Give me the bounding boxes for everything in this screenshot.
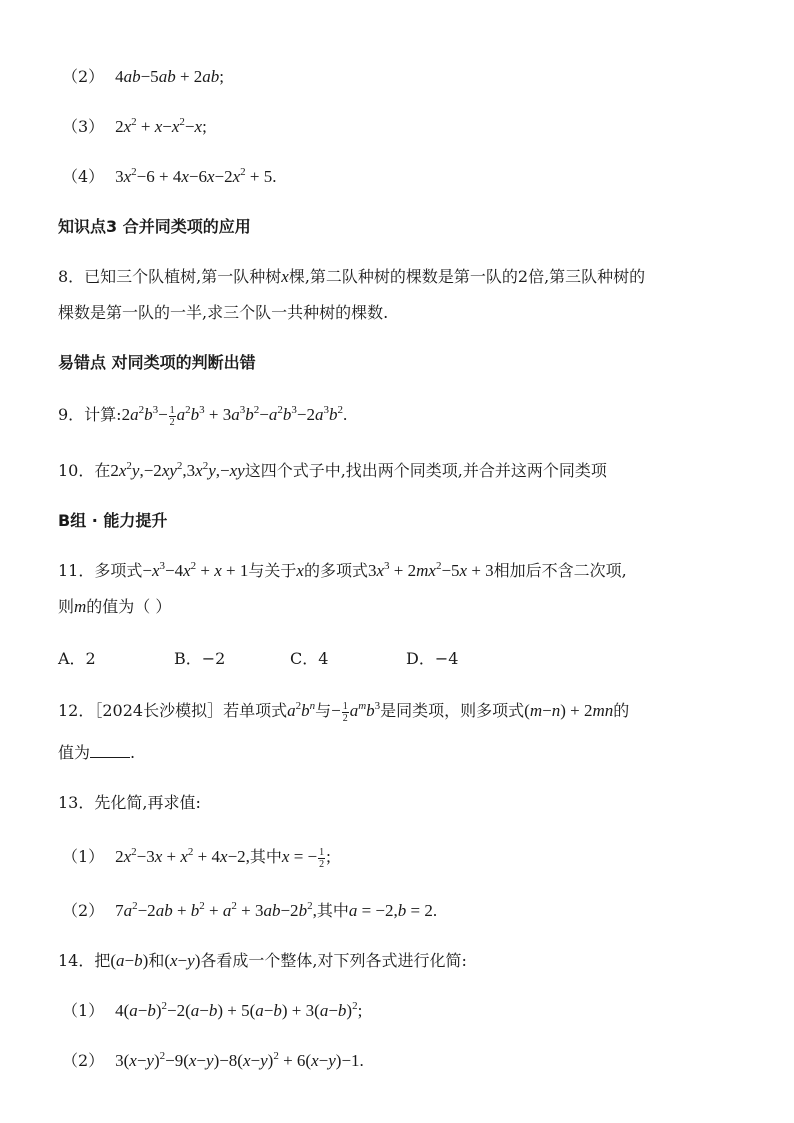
q14-part2-label: （2）	[62, 1051, 105, 1070]
section-heading-error-prone: 易错点 对同类项的判断出错	[58, 353, 256, 372]
q13-intro: 13．先化简,再求值:	[58, 793, 201, 812]
q9: 9．计算$:2a^2b^3-$ $\frac{1}{2}$ $a^2b^3 + 3a^3b^2-a^2b^3-2a^3b^2$.	[58, 404, 348, 428]
q7-part4	[62, 166, 277, 188]
section-heading-group-b: B组 · 能力提升	[58, 511, 168, 530]
q7-part3-expr: $2x^2 + x-x^2-x$;	[115, 116, 207, 136]
option-d[interactable]: D．−4	[406, 649, 459, 668]
q11-line2: 则m的值为（ ）	[58, 597, 172, 616]
q14-part2-expr: $3(x-y)^2-9(x-y)-8(x-y)^2 + 6(x-y)-1$.	[115, 1050, 364, 1070]
q7-part2-expr: 4ab−5ab + 2ab;	[115, 67, 225, 86]
q14-part1	[62, 1000, 362, 1022]
q14-part2	[62, 1050, 364, 1072]
q11-line1: 11．多项式$-x^3-4x^2 + x + 1$与关于x的多项式$3x^3 + 2mx^2-5x + 3$相加后不含二次项,	[58, 560, 627, 580]
q10: 10．在$2x^2y,-2xy^2,3x^2y,-xy$这四个式子中,找出两个同类项,并合并这两个同类项	[58, 460, 607, 480]
q12-line1: 12．［2024长沙模拟］若单项式$a^2b^n$与− $\frac{1}{2}$ $a^mb^3$是同类项，则多项式(m−n) + 2mn的	[58, 700, 630, 724]
q13-part1-expr: $2x^2-3x + x^2 + 4x-2$,	[115, 846, 250, 866]
q13-part2-expr: $7a^2-2ab + b^2 + a^2 + 3ab-2b^2$,	[115, 900, 317, 920]
q7-part3-label: （3）	[62, 117, 105, 136]
q11-options	[58, 648, 522, 670]
q12-line2: 值为 .	[58, 743, 136, 762]
q7-part2	[62, 66, 224, 88]
q13-part1-label: （1）	[62, 847, 105, 866]
q14-part1-expr: $4(a-b)^2-2(a-b) + 5(a-b) + 3(a-b)^2$;	[115, 1000, 363, 1020]
q14-part1-label: （1）	[62, 1001, 105, 1020]
q13-part2-label: （2）	[62, 901, 105, 920]
q13-part2: （2） $7a^2-2ab + b^2 + a^2 + 3ab-2b^2$,其中a = −2,b = 2.	[62, 900, 438, 920]
answer-blank[interactable]	[90, 743, 130, 758]
q13-part1: （1） $2x^2-3x + x^2 + 4x-2$,其中x = − $\frac{1}{2}$ ;	[62, 846, 331, 870]
option-a[interactable]: A．2	[58, 649, 96, 668]
q8-line1: 8．已知三个队植树,第一队种树x棵,第二队种树的棵数是第一队的2倍,第三队种树的	[58, 267, 646, 286]
q7-part4-label: （4）	[62, 167, 105, 186]
q14-intro: 14．把(a−b)和(x−y)各看成一个整体,对下列各式进行化简:	[58, 951, 467, 970]
option-c[interactable]: C．4	[290, 649, 329, 668]
section-heading-kp3: 知识点3 合并同类项的应用	[58, 217, 251, 236]
q8-line2: 棵数是第一队的一半,求三个队一共种树的棵数.	[58, 303, 389, 322]
q7-part4-expr: $3x^2-6 + 4x-6x-2x^2 + 5$.	[115, 166, 277, 186]
option-b[interactable]: B．−2	[174, 649, 226, 668]
q7-part2-label: （2）	[62, 67, 105, 86]
q7-part3	[62, 116, 207, 138]
